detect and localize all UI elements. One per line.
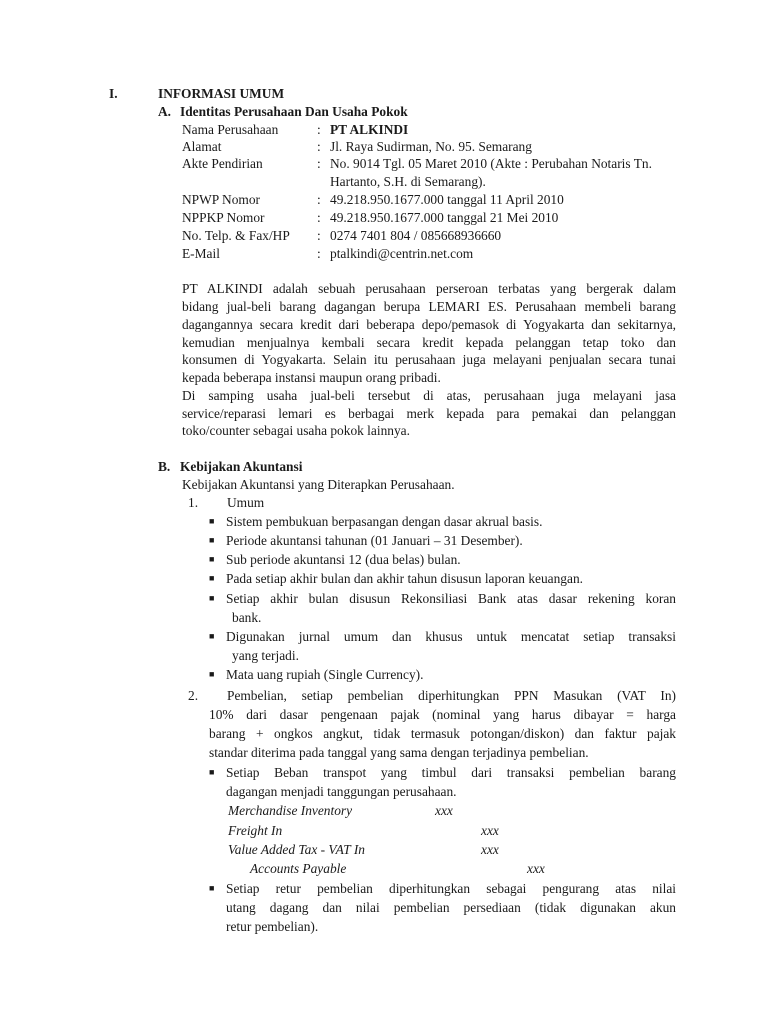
field-value-address: Jl. Raya Sudirman, No. 95. Semarang [330, 139, 532, 154]
item-2-text: 10% dari dasar pengenaan pajak (nominal yang harus dibayar = harga [209, 707, 676, 722]
field-colon: : [317, 210, 321, 225]
bullet-text: Digunakan jurnal umum dan khusus untuk mencatat setiap transaksi [226, 629, 676, 644]
bullet-text: Setiap akhir bulan disusun Rekonsiliasi Bank atas dasar rekening koran [226, 591, 676, 606]
journal-amount: xxx [527, 861, 545, 876]
field-value-email: ptalkindi@centrin.net.com [330, 246, 474, 261]
subsection-b-letter: B. [158, 459, 171, 474]
field-label-company-name: Nama Perusahaan [182, 122, 279, 137]
field-value-deed: No. 9014 Tgl. 05 Maret 2010 (Akte : Perubahan Notaris Tn. [330, 156, 652, 171]
paragraph-line: konsumen di Yogyakarta. Selain itu perusahaan juga melayani penjualan secara tunai [182, 352, 676, 367]
paragraph-line: kemudian menjualnya kembali secara kredit kepada pelanggan tetap toko dan [182, 335, 676, 350]
bullet-icon: ■ [209, 593, 215, 603]
field-colon: : [317, 192, 321, 207]
item-2-number: 2. [188, 688, 199, 703]
journal-amount: xxx [481, 823, 499, 838]
item-1-title: Umum [227, 495, 265, 510]
journal-account: Freight In [228, 823, 283, 838]
bullet-text: Periode akuntansi tahunan (01 Januari – 31 Desember). [226, 533, 523, 548]
paragraph-line: toko/counter sebagai usaha pokok lainnya. [182, 423, 410, 438]
journal-amount: xxx [481, 842, 499, 857]
field-colon: : [317, 122, 321, 137]
journal-account: Accounts Payable [250, 861, 347, 876]
item-2-text: barang + ongkos angkut, tidak termasuk potongan/diskon) dan faktur pajak [209, 726, 676, 741]
bullet-text-cont: retur pembelian). [226, 919, 319, 934]
journal-amount: xxx [435, 803, 453, 818]
section-number: I. [109, 86, 118, 101]
field-label-nppkp: NPPKP Nomor [182, 210, 265, 225]
field-colon: : [317, 156, 321, 171]
paragraph-line: dagangannya secara kredit dari beberapa depo/pemasok di Yogyakarta dan sekitarnya, [182, 317, 676, 332]
bullet-text-cont: yang terjadi. [232, 648, 299, 663]
bullet-text-cont: bank. [232, 610, 262, 625]
item-1-number: 1. [188, 495, 199, 510]
field-value-company-name: PT ALKINDI [330, 122, 409, 137]
bullet-text: Pada setiap akhir bulan dan akhir tahun disusun laporan keuangan. [226, 571, 583, 586]
bullet-icon: ■ [209, 535, 215, 545]
journal-account: Merchandise Inventory [228, 803, 353, 818]
bullet-icon: ■ [209, 669, 215, 679]
field-colon: : [317, 139, 321, 154]
subsection-b-title: Kebijakan Akuntansi [180, 459, 303, 474]
bullet-text: Sistem pembukuan berpasangan dengan dasar akrual basis. [226, 514, 543, 529]
section-title: INFORMASI UMUM [158, 86, 285, 101]
bullet-icon: ■ [209, 631, 215, 641]
bullet-icon: ■ [209, 767, 215, 777]
bullet-text: Mata uang rupiah (Single Currency). [226, 667, 424, 682]
field-colon: : [317, 246, 321, 261]
field-colon: : [317, 228, 321, 243]
field-value-nppkp: 49.218.950.1677.000 tanggal 21 Mei 2010 [330, 210, 559, 225]
paragraph-line: service/reparasi lemari es berbagai merk kepada para pemakai dan pelanggan [182, 406, 676, 421]
paragraph-line: kepada beberapa instansi maupun orang pribadi. [182, 370, 441, 385]
subsection-a-title: Identitas Perusahaan Dan Usaha Pokok [180, 104, 408, 119]
bullet-icon: ■ [209, 573, 215, 583]
field-label-npwp: NPWP Nomor [182, 192, 260, 207]
bullet-text: Sub periode akuntansi 12 (dua belas) bulan. [226, 552, 461, 567]
bullet-text-cont: dagangan menjadi tanggungan perusahaan. [226, 784, 457, 799]
field-value-phone: 0274 7401 804 / 085668936660 [330, 228, 502, 243]
field-label-email: E-Mail [182, 246, 220, 261]
field-value-deed-cont: Hartanto, S.H. di Semarang). [330, 174, 486, 189]
field-label-address: Alamat [182, 139, 222, 154]
item-2-text: standar diterima pada tanggal yang sama dengan terjadinya pembelian. [209, 745, 589, 760]
bullet-text: Setiap Beban transpot yang timbul dari transaksi pembelian barang [226, 765, 676, 780]
bullet-icon: ■ [209, 883, 215, 893]
bullet-icon: ■ [209, 516, 215, 526]
journal-account: Value Added Tax - VAT In [228, 842, 365, 857]
subsection-b-intro: Kebijakan Akuntansi yang Diterapkan Perusahaan. [182, 477, 455, 492]
item-2-text: Pembelian, setiap pembelian diperhitungkan PPN Masukan (VAT In) [227, 688, 676, 703]
bullet-text-cont: utang dagang dan nilai pembelian persediaan (tidak digunakan akun [226, 900, 676, 915]
paragraph-line: bidang jual-beli barang dagangan berupa LEMARI ES. Perusahaan membeli barang [182, 299, 676, 314]
field-label-deed: Akte Pendirian [182, 156, 263, 171]
subsection-a-letter: A. [158, 104, 172, 119]
paragraph-line: PT ALKINDI adalah sebuah perusahaan perseroan terbatas yang bergerak dalam [182, 281, 676, 296]
field-label-phone: No. Telp. & Fax/HP [182, 228, 290, 243]
paragraph-line: Di samping usaha jual-beli tersebut di atas, perusahaan juga melayani jasa [182, 388, 676, 403]
field-value-npwp: 49.218.950.1677.000 tanggal 11 April 2010 [330, 192, 564, 207]
bullet-icon: ■ [209, 554, 215, 564]
bullet-text: Setiap retur pembelian diperhitungkan sebagai pengurang atas nilai [226, 881, 676, 896]
